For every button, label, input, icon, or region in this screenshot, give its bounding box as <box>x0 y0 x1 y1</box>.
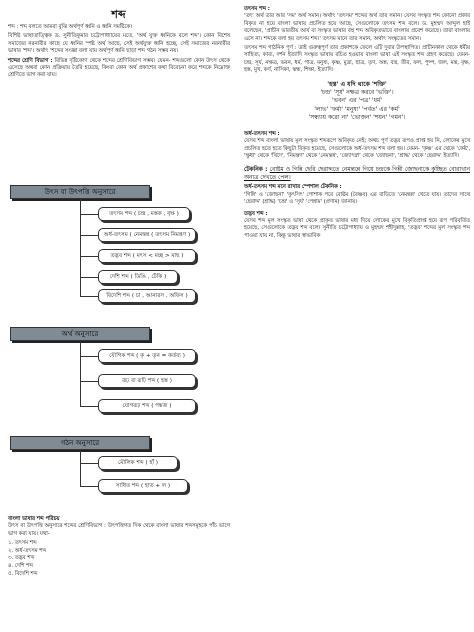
word-type-list <box>8 540 230 578</box>
list-item: ৪. দেশি শব্দ <box>8 563 33 569</box>
verse-line: 'হস্ত' এ যদি থাকে 'শক্তি' <box>327 80 387 88</box>
origin-branch <box>80 256 98 257</box>
tatsam-paragraph-2: তৎসম শব্দ গাঠনিক পূর্ণ : ডাই গুরুত্বপূর্ণ তার প্রকাশকে ফেলে এটি দুবার উপস্থাপিত। প্রাচীনকাল থেকে ধর্মীয় সাহিত্য, কাব্য, দর্শন ইত্যাদি সংস্কৃত ভাষায় রচিত হওয়ায় বাংলা ভাষা এই সংস্কৃত শব্দ গ্রহণ করেছে। যেমন- চন্দ্র, সূর্য, নক্ষত্র, ভবন, ধর্ম, পাত্র, মনুষ্য, কৃষ্ণ, মুদ্রা, ছাত্র, তৃণ, অন্ন, বস্ত্র, তীর, ফল, পুষ্প, জল, মন্ত্র, বৃক্ষ, হস্ত, মুখ, কর্ণ, নাসিকা, স্কন্ধ, শিক্ষা, ইত্যাদি। <box>244 45 470 74</box>
classification-lead: শব্দের শ্রেণি বিভাগ : <box>8 57 53 64</box>
list-item: ২. অর্ধ-তৎসম শব্দ <box>8 547 47 554</box>
origin-header: উৎস বা উৎপত্তি অনুসারে <box>10 185 150 199</box>
origin-item: বিদেশি শব্দ ( চা , আনারস , অফিস ) <box>98 289 196 303</box>
tatsam-title: তৎসম শব্দ : <box>244 6 270 12</box>
ardha-tatsam-title: অর্ধ-তৎসম শব্দ : <box>244 130 280 137</box>
tadbhab-paragraph: যেসব শব্দ মূল সংস্কৃত ভাষা থেকে প্রাকৃত ভাষার মধ্য দিয়ে লোকের মুখে বিকৃতিপ্রাপ্ত হয়ে রূপ পরিবর্তিত হয়েছে, সেগুলোকে তদ্ভব শব্দ বলে। সুনীতি চট্টোপাধ্যায় ও মুহম্মদ শহীদুল্লাহ, 'তদ্ভব' শব্দের মূল সংস্কৃত শব্দ পাওয়া যায় না, কিন্তু ভাষার স্বাভাবিক <box>244 217 470 239</box>
verse-line: 'ভবন' এর 'পত্র' 'ধর্ম' <box>331 97 383 105</box>
meaning-item: যোগরূঢ় শব্দ ( পঙ্কজ ) <box>98 399 196 413</box>
meaning-item: রূঢ় বা রূঢ়ি শব্দ ( হস্ত ) <box>98 374 196 388</box>
page-title: শব্দ <box>111 8 126 21</box>
ardha-tatsam-paragraph: যেসব শব্দ বাংলা ভাষায় মূল সংস্কৃত শব্দরূপে অবিকৃত নেই; অথচ পূর্ণ তদ্ভব রূপও প্রাপ্ত হয় নি, লোকের মুখে প্রচলিত হতে হতে কিছুটা বিকৃত হয়েছে, সেগুলোকে অর্ধ-তৎসম শব্দ বলা হয়। যেমন- 'কৃষ্ণ' এর থেকে 'কেষ্ট', 'ক্ষুধা' থেকে 'খিদে', 'নিমন্ত্রণ' থেকে 'নেমন্তন্ন', 'জ্যোৎস্না' থেকে 'জোছনা', 'শ্রাদ্ধ' থেকে 'ছেরাদ্দ' ইত্যাদি। <box>244 138 470 159</box>
meaning-branch <box>80 406 98 407</box>
origin-item: তদ্ভব শব্দ ( মৎস < মচ্ছ > মাছ ) <box>98 249 196 263</box>
structure-branch <box>80 463 98 464</box>
structure-trunk <box>80 450 81 486</box>
meaning-item: যৌগিক শব্দ ( কৃ + তৃন = কর্তব্য ) <box>98 349 196 363</box>
origin-branch <box>80 235 98 236</box>
classification-paragraph <box>8 58 230 80</box>
meaning-header: অর্থ অনুসারে <box>10 327 150 341</box>
scholar-paragraph: বিশিষ্ট ভাষাতাত্ত্বিক ড. সুনীতিকুমার চট্টোপাধ্যায়ের মতে, 'অর্থ যুক্ত ধ্বনিকে বলে শব্দ'। কোন বিশেষ সমাজের নরনারীর কাছে যে ধ্বনির স্পষ্ট অর্থ আছে, সেই অর্থযুক্ত ধ্বনি হচ্ছে, সেই সমাজের নরনারীর ভাষার 'শব্দ'। অর্থাৎ 'শব্দের সংজ্ঞা বলা যায় অর্থপূর্ণ ধ্বনি ছাড়া শব্দ গঠন সম্ভব নয়। <box>8 33 230 55</box>
meaning-trunk <box>80 341 81 406</box>
definition-paragraph: শব্দ : শব্দ বলতে আমরা বুঝি অর্থপূর্ণ ধ্বনি ও ধ্বনি সমষ্টিকে। <box>8 24 133 30</box>
left-intro <box>8 24 230 82</box>
mnemonic-verse <box>244 81 470 123</box>
list-item: ১. তৎসম শব্দ <box>8 540 37 547</box>
origin-item: তৎসম শব্দ ( চন্দ্র , মস্তক , বৃক্ষ ) <box>98 207 190 221</box>
structure-header: গঠন অনুসারে <box>10 436 150 450</box>
structure-item: মৌলিক শব্দ ( হাঁ ) <box>98 456 178 470</box>
technique-paragraph: 'গিন্নি' ও 'জোছনা' 'কুৎসিৎ' পোশাক পরে বোষ্টম (বৈষ্ণব) এর বাড়িতে 'নেমন্তন্ন' খেতে যায়। তাদের সাথে 'ছেরাদ্দ' (শ্রাদ্ধ) 'চন্দ্র' ও 'সূর্য' 'পেন্নাম' (প্রণাম) জানায়। <box>244 191 470 206</box>
origin-item: দেশি শব্দ ( ডিঙি , ঢেঁকি ) <box>98 270 178 284</box>
tatsam-paragraph: 'তৎ' অর্থ তার আর 'সম' অর্থ সমান। অর্থাৎ 'তৎসম' শব্দের অর্থ তার সমান। যেসব সংস্কৃত শব্দ কোনো প্রকার বিকৃত না হয়ে বাংলা ভাষায় প্রচলিত হয়ে আছে, সেগুলোকে তৎসম শব্দ বলে। ড. মুহম্মদ আব্দুল হাই বলেছেন, 'প্রাচীন ভারতীয় আর্য বা সংস্কৃত ভাষার বহু শব্দ অবিকৃতভাবে বাংলায় প্রবেশ করেছে। তারা বাংলায় এসে না। শব্দকে বলা হয় তৎসম শব্দ।' তৎসম মানে তার সমান, অর্থাৎ সংস্কৃতের সমান। <box>244 13 470 42</box>
verse-line: 'লাভ' 'ফর্মা' 'মনুষ্য' 'পর্বত' এর 'কর্ম' <box>314 105 400 113</box>
technique-subtitle: অর্ধ-তৎসম শব্দ মনে রাখার স্পেশাল টেকনিক : <box>244 184 342 191</box>
tadbhab-title: তদ্ভব শব্দ : <box>244 210 268 217</box>
structure-branch <box>80 486 98 487</box>
meaning-branch <box>80 381 98 382</box>
list-item: ৩. তদ্ভব শব্দ <box>8 555 35 562</box>
origin-branch <box>80 214 98 215</box>
right-column <box>244 6 470 242</box>
list-item: ৫. বিদেশি শব্দ <box>8 570 38 577</box>
meaning-branch <box>80 356 98 357</box>
word-list-section <box>8 516 230 578</box>
list-title: বাংলা ভাষার শব্দ পরিচয় <box>8 516 60 522</box>
technique-block <box>244 166 470 182</box>
verse-line: 'চন্দ্র' 'সূর্য' নক্ষত্র করবে 'ভক্তি'। <box>320 89 394 97</box>
origin-branch <box>80 296 98 297</box>
origin-branch <box>80 277 98 278</box>
origin-item: অর্ধ-তৎসম ( নেমন্তন্ন ( তৎসম নিমন্ত্রণ ) <box>98 228 196 242</box>
classification-text: বিভিন্ন দৃষ্টিকোণ থেকে শব্দের শ্রেণিবিভাগ সম্ভব। যেমন- শব্দগুলো কোন উৎস থেকে এসেছে অথবা কোন প্রক্রিয়ায় তৈরি হয়েছে, কিংবা কোন অর্থ প্রকাশের কথা বিবেচনা করে শব্দকে নিম্নোক্ত শ্রেণিতে ভাগ করা যায়। <box>8 57 231 79</box>
structure-item: সাধিত শব্দ ( হাত + ল ) <box>98 479 188 493</box>
verse-line: 'সন্ধ্যায় করো না' 'ভোজন' 'শয়ন' 'গমন'। <box>308 114 406 122</box>
technique-label: টেকনিক : <box>244 167 268 174</box>
list-intro: উৎস বা উৎপত্তি অনুসারে শব্দের শ্রেণিবিভাগ : উৎপত্তিগত দিক থেকে বাংলা ভাষার শব্দসমূহকে পাঁচ ভাগে ভাগ করা যায়। যথা- <box>8 523 230 537</box>
technique-text: বোষ্টম ও গিন্নি ছেরি ছেরাদ্দতে নেমন্তন্নে গিয়ে চন্দ্রকে গিন্নী জোছনাকে কুচ্ছিত বোরাখান অন্যত্র দেখতে পেল। <box>244 167 471 182</box>
